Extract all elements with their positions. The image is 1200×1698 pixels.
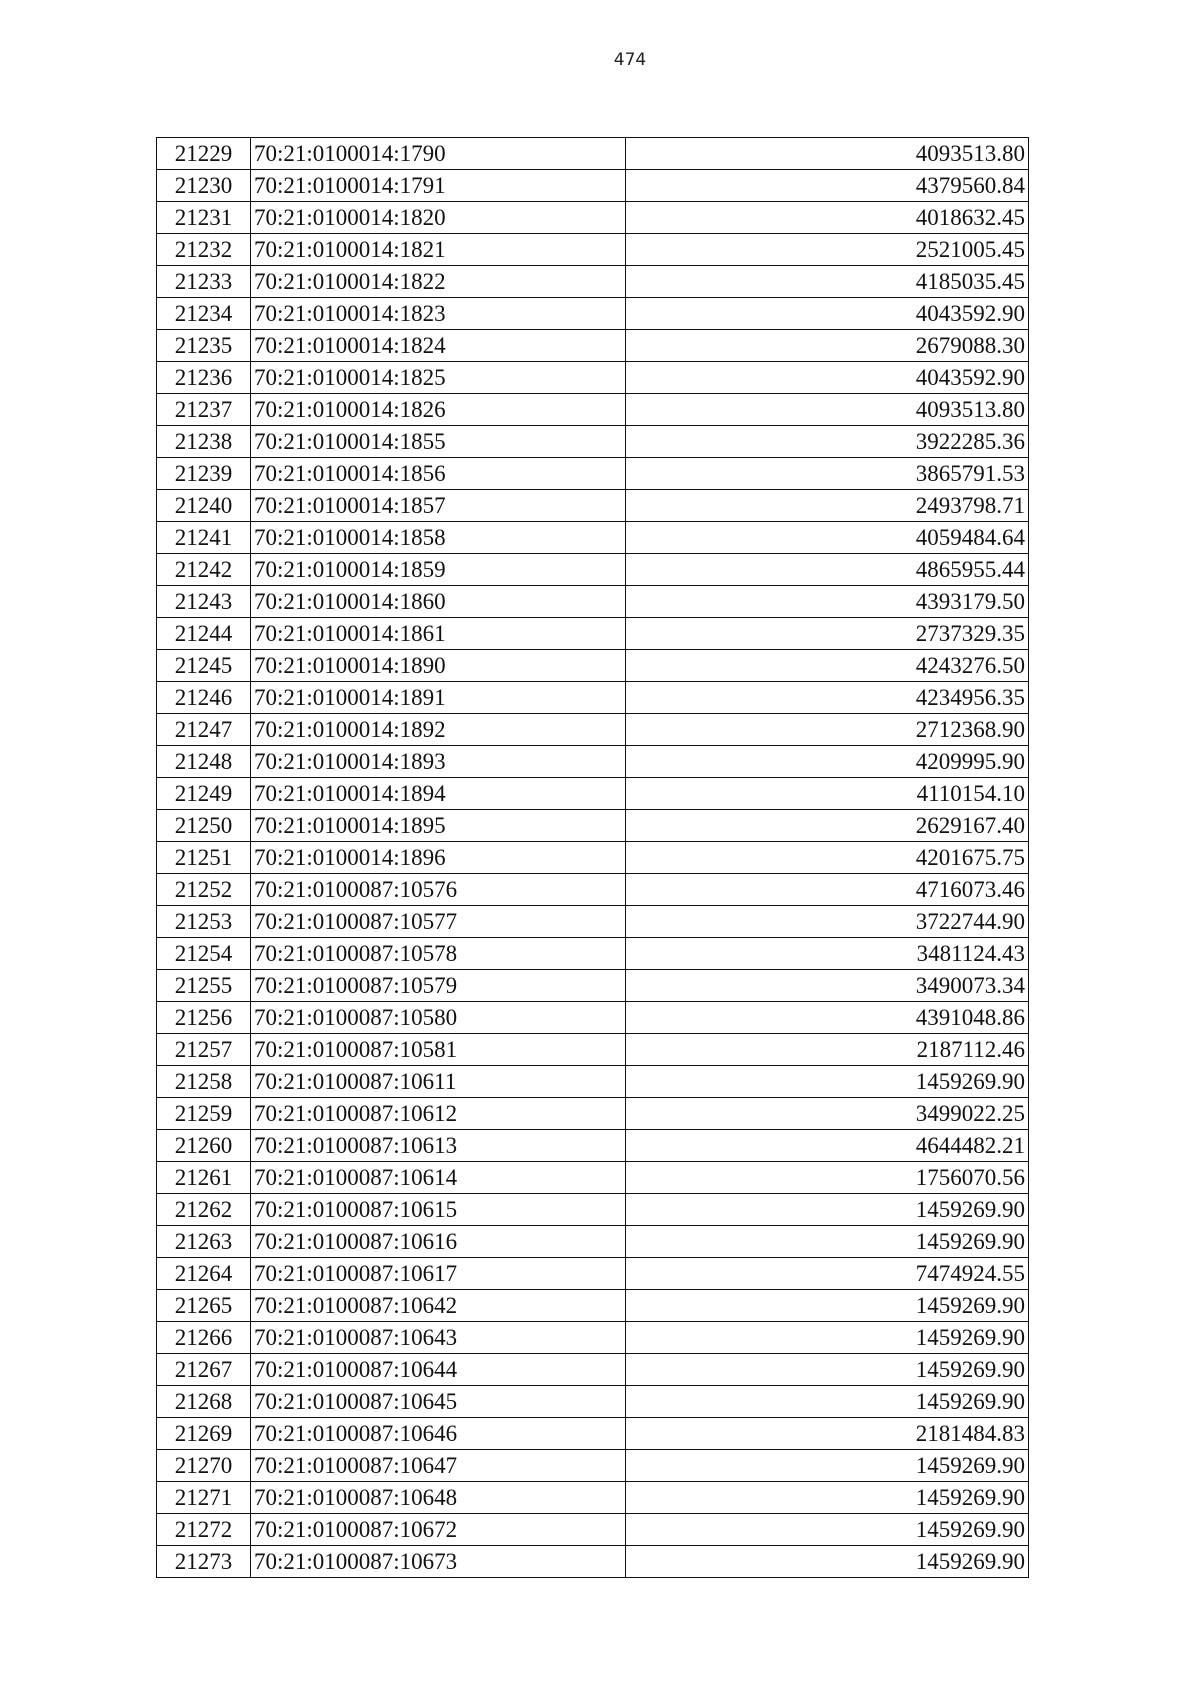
- value-cell: 4043592.90: [626, 298, 1029, 330]
- table-row: [157, 810, 1029, 842]
- row-number-cell: 21259: [157, 1098, 251, 1130]
- table-row: [157, 394, 1029, 426]
- cadastral-number-cell: 70:21:0100087:10613: [251, 1130, 626, 1162]
- table-row: [157, 458, 1029, 490]
- table-row: [157, 1066, 1029, 1098]
- table-row: [157, 330, 1029, 362]
- row-number-cell: 21254: [157, 938, 251, 970]
- cadastral-number-cell: 70:21:0100087:10580: [251, 1002, 626, 1034]
- value-cell: 4185035.45: [626, 266, 1029, 298]
- value-cell: 4201675.75: [626, 842, 1029, 874]
- table-row: [157, 650, 1029, 682]
- table-row: [157, 1290, 1029, 1322]
- row-number-cell: 21261: [157, 1162, 251, 1194]
- cadastral-number-cell: 70:21:0100014:1825: [251, 362, 626, 394]
- value-cell: 4043592.90: [626, 362, 1029, 394]
- row-number-cell: 21242: [157, 554, 251, 586]
- row-number-cell: 21262: [157, 1194, 251, 1226]
- table-row: [157, 1194, 1029, 1226]
- row-number-cell: 21250: [157, 810, 251, 842]
- row-number-cell: 21257: [157, 1034, 251, 1066]
- value-cell: 2737329.35: [626, 618, 1029, 650]
- table-row: [157, 1514, 1029, 1546]
- page-number: 474: [613, 50, 647, 70]
- table-row: [157, 1546, 1029, 1578]
- table-row: [157, 202, 1029, 234]
- value-cell: 2521005.45: [626, 234, 1029, 266]
- cadastral-number-cell: 70:21:0100014:1790: [251, 138, 626, 170]
- row-number-cell: 21267: [157, 1354, 251, 1386]
- row-number-cell: 21252: [157, 874, 251, 906]
- value-cell: 1756070.56: [626, 1162, 1029, 1194]
- value-cell: 3922285.36: [626, 426, 1029, 458]
- row-number-cell: 21235: [157, 330, 251, 362]
- value-cell: 4059484.64: [626, 522, 1029, 554]
- row-number-cell: 21251: [157, 842, 251, 874]
- value-cell: 2187112.46: [626, 1034, 1029, 1066]
- row-number-cell: 21232: [157, 234, 251, 266]
- table-row: [157, 970, 1029, 1002]
- cadastral-number-cell: 70:21:0100087:10644: [251, 1354, 626, 1386]
- table-row: [157, 1034, 1029, 1066]
- row-number-cell: 21255: [157, 970, 251, 1002]
- value-cell: 1459269.90: [626, 1450, 1029, 1482]
- cadastral-number-cell: 70:21:0100014:1821: [251, 234, 626, 266]
- row-number-cell: 21240: [157, 490, 251, 522]
- cadastral-number-cell: 70:21:0100014:1826: [251, 394, 626, 426]
- row-number-cell: 21263: [157, 1226, 251, 1258]
- cadastral-number-cell: 70:21:0100014:1861: [251, 618, 626, 650]
- table-row: [157, 426, 1029, 458]
- value-cell: 2181484.83: [626, 1418, 1029, 1450]
- row-number-cell: 21241: [157, 522, 251, 554]
- cadastral-number-cell: 70:21:0100087:10612: [251, 1098, 626, 1130]
- table-row: [157, 874, 1029, 906]
- value-cell: 7474924.55: [626, 1258, 1029, 1290]
- cadastral-number-cell: 70:21:0100014:1823: [251, 298, 626, 330]
- cadastral-number-cell: 70:21:0100014:1820: [251, 202, 626, 234]
- table-row: [157, 714, 1029, 746]
- row-number-cell: 21236: [157, 362, 251, 394]
- cadastral-number-cell: 70:21:0100087:10643: [251, 1322, 626, 1354]
- value-cell: 4716073.46: [626, 874, 1029, 906]
- table-row: [157, 266, 1029, 298]
- row-number-cell: 21268: [157, 1386, 251, 1418]
- table-row: [157, 1130, 1029, 1162]
- row-number-cell: 21273: [157, 1546, 251, 1578]
- cadastral-number-cell: 70:21:0100087:10614: [251, 1162, 626, 1194]
- cadastral-number-cell: 70:21:0100087:10645: [251, 1386, 626, 1418]
- table-row: [157, 170, 1029, 202]
- cadastral-number-cell: 70:21:0100014:1855: [251, 426, 626, 458]
- cadastral-number-cell: 70:21:0100087:10581: [251, 1034, 626, 1066]
- table-row: [157, 586, 1029, 618]
- value-cell: 1459269.90: [626, 1290, 1029, 1322]
- value-cell: 4391048.86: [626, 1002, 1029, 1034]
- cadastral-number-cell: 70:21:0100014:1857: [251, 490, 626, 522]
- table-row: [157, 362, 1029, 394]
- table-row: [157, 906, 1029, 938]
- table-row: [157, 1162, 1029, 1194]
- value-cell: 3481124.43: [626, 938, 1029, 970]
- row-number-cell: 21229: [157, 138, 251, 170]
- table-row: [157, 1450, 1029, 1482]
- cadastral-number-cell: 70:21:0100087:10647: [251, 1450, 626, 1482]
- cadastral-number-cell: 70:21:0100087:10611: [251, 1066, 626, 1098]
- row-number-cell: 21266: [157, 1322, 251, 1354]
- table-row: [157, 618, 1029, 650]
- row-number-cell: 21243: [157, 586, 251, 618]
- row-number-cell: 21247: [157, 714, 251, 746]
- table-row: [157, 778, 1029, 810]
- table-row: [157, 1258, 1029, 1290]
- cadastral-number-cell: 70:21:0100014:1858: [251, 522, 626, 554]
- value-cell: 2493798.71: [626, 490, 1029, 522]
- value-cell: 1459269.90: [626, 1066, 1029, 1098]
- row-number-cell: 21248: [157, 746, 251, 778]
- row-number-cell: 21245: [157, 650, 251, 682]
- cadastral-number-cell: 70:21:0100087:10615: [251, 1194, 626, 1226]
- cadastral-number-cell: 70:21:0100014:1895: [251, 810, 626, 842]
- value-cell: 4234956.35: [626, 682, 1029, 714]
- row-number-cell: 21264: [157, 1258, 251, 1290]
- value-cell: 4243276.50: [626, 650, 1029, 682]
- table-row: [157, 1226, 1029, 1258]
- value-cell: 2712368.90: [626, 714, 1029, 746]
- cadastral-number-cell: 70:21:0100087:10648: [251, 1482, 626, 1514]
- table-row: [157, 234, 1029, 266]
- row-number-cell: 21244: [157, 618, 251, 650]
- row-number-cell: 21256: [157, 1002, 251, 1034]
- table-row: [157, 298, 1029, 330]
- table-body: [157, 138, 1029, 1578]
- table-row: [157, 1002, 1029, 1034]
- row-number-cell: 21271: [157, 1482, 251, 1514]
- value-cell: 2629167.40: [626, 810, 1029, 842]
- cadastral-number-cell: 70:21:0100087:10616: [251, 1226, 626, 1258]
- table-row: [157, 682, 1029, 714]
- value-cell: 1459269.90: [626, 1386, 1029, 1418]
- cadastral-number-cell: 70:21:0100014:1890: [251, 650, 626, 682]
- value-cell: 3490073.34: [626, 970, 1029, 1002]
- value-cell: 4379560.84: [626, 170, 1029, 202]
- row-number-cell: 21233: [157, 266, 251, 298]
- value-cell: 3865791.53: [626, 458, 1029, 490]
- row-number-cell: 21246: [157, 682, 251, 714]
- table-row: [157, 1482, 1029, 1514]
- cadastral-number-cell: 70:21:0100014:1896: [251, 842, 626, 874]
- value-cell: 4093513.80: [626, 138, 1029, 170]
- cadastral-number-cell: 70:21:0100087:10577: [251, 906, 626, 938]
- value-cell: 1459269.90: [626, 1482, 1029, 1514]
- table-row: [157, 554, 1029, 586]
- table-row: [157, 1098, 1029, 1130]
- row-number-cell: 21258: [157, 1066, 251, 1098]
- value-cell: 1459269.90: [626, 1354, 1029, 1386]
- cadastral-number-cell: 70:21:0100087:10646: [251, 1418, 626, 1450]
- value-cell: 3722744.90: [626, 906, 1029, 938]
- value-cell: 3499022.25: [626, 1098, 1029, 1130]
- row-number-cell: 21269: [157, 1418, 251, 1450]
- table-row: [157, 842, 1029, 874]
- cadastral-number-cell: 70:21:0100014:1791: [251, 170, 626, 202]
- cadastral-number-cell: 70:21:0100087:10672: [251, 1514, 626, 1546]
- table-row: [157, 746, 1029, 778]
- row-number-cell: 21260: [157, 1130, 251, 1162]
- value-cell: 4644482.21: [626, 1130, 1029, 1162]
- cadastral-number-cell: 70:21:0100014:1859: [251, 554, 626, 586]
- cadastral-number-cell: 70:21:0100087:10578: [251, 938, 626, 970]
- value-cell: 4209995.90: [626, 746, 1029, 778]
- row-number-cell: 21234: [157, 298, 251, 330]
- cadastral-number-cell: 70:21:0100014:1856: [251, 458, 626, 490]
- cadastral-number-cell: 70:21:0100014:1824: [251, 330, 626, 362]
- row-number-cell: 21253: [157, 906, 251, 938]
- cadastral-number-cell: 70:21:0100087:10642: [251, 1290, 626, 1322]
- value-cell: 4018632.45: [626, 202, 1029, 234]
- table-row: [157, 1354, 1029, 1386]
- value-cell: 4865955.44: [626, 554, 1029, 586]
- cadastral-number-cell: 70:21:0100087:10673: [251, 1546, 626, 1578]
- table-row: [157, 1386, 1029, 1418]
- value-cell: 1459269.90: [626, 1194, 1029, 1226]
- table-row: [157, 1322, 1029, 1354]
- table-row: [157, 138, 1029, 170]
- row-number-cell: 21272: [157, 1514, 251, 1546]
- row-number-cell: 21249: [157, 778, 251, 810]
- value-cell: 2679088.30: [626, 330, 1029, 362]
- row-number-cell: 21238: [157, 426, 251, 458]
- row-number-cell: 21239: [157, 458, 251, 490]
- cadastral-number-cell: 70:21:0100014:1894: [251, 778, 626, 810]
- table-row: [157, 522, 1029, 554]
- cadastral-number-cell: 70:21:0100087:10579: [251, 970, 626, 1002]
- value-cell: 4093513.80: [626, 394, 1029, 426]
- row-number-cell: 21270: [157, 1450, 251, 1482]
- cadastral-number-cell: 70:21:0100014:1860: [251, 586, 626, 618]
- cadastral-number-cell: 70:21:0100014:1892: [251, 714, 626, 746]
- value-cell: 1459269.90: [626, 1226, 1029, 1258]
- value-cell: 1459269.90: [626, 1514, 1029, 1546]
- row-number-cell: 21231: [157, 202, 251, 234]
- table-row: [157, 1418, 1029, 1450]
- cadastral-number-cell: 70:21:0100087:10617: [251, 1258, 626, 1290]
- cadastral-number-cell: 70:21:0100087:10576: [251, 874, 626, 906]
- cadastral-number-cell: 70:21:0100014:1891: [251, 682, 626, 714]
- cadastral-number-cell: 70:21:0100014:1822: [251, 266, 626, 298]
- value-cell: 4393179.50: [626, 586, 1029, 618]
- table-row: [157, 490, 1029, 522]
- row-number-cell: 21237: [157, 394, 251, 426]
- value-cell: 1459269.90: [626, 1322, 1029, 1354]
- value-cell: 1459269.90: [626, 1546, 1029, 1578]
- row-number-cell: 21230: [157, 170, 251, 202]
- row-number-cell: 21265: [157, 1290, 251, 1322]
- cadastral-number-cell: 70:21:0100014:1893: [251, 746, 626, 778]
- cadastral-value-table: [156, 137, 1029, 1578]
- value-cell: 4110154.10: [626, 778, 1029, 810]
- table-row: [157, 938, 1029, 970]
